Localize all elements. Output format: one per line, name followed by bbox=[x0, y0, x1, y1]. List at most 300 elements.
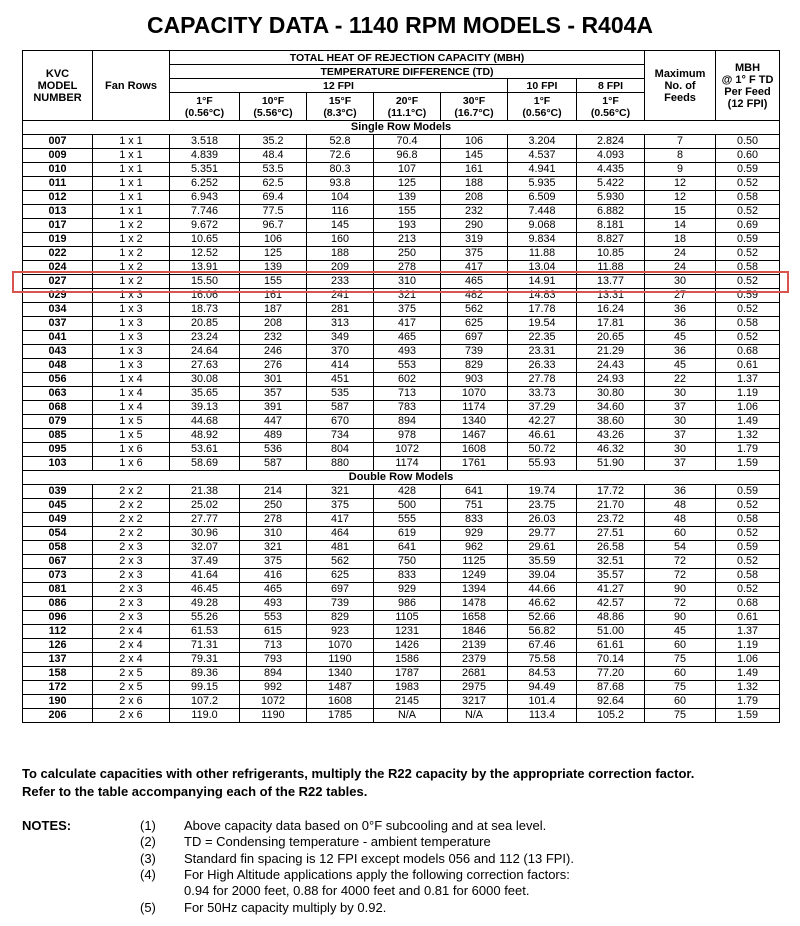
table-cell: 1846 bbox=[441, 625, 508, 639]
table-cell: 113.4 bbox=[508, 709, 577, 723]
table-cell: 417 bbox=[307, 513, 374, 527]
table-cell: 42.27 bbox=[508, 415, 577, 429]
table-cell: 20.65 bbox=[577, 331, 645, 345]
table-cell: 214 bbox=[240, 485, 307, 499]
table-cell: 38.60 bbox=[577, 415, 645, 429]
table-cell: 2 x 4 bbox=[93, 625, 170, 639]
table-cell: 1 x 5 bbox=[93, 415, 170, 429]
table-cell: 105.2 bbox=[577, 709, 645, 723]
table-cell: 106 bbox=[441, 135, 508, 149]
table-cell: 310 bbox=[374, 275, 441, 289]
header-temp: 20°F (11.1°C) bbox=[374, 93, 441, 121]
table-cell: 55.93 bbox=[508, 457, 577, 471]
table-cell: 54 bbox=[645, 541, 716, 555]
table-cell: 0.68 bbox=[716, 345, 780, 359]
table-cell: 1072 bbox=[240, 695, 307, 709]
table-cell: 833 bbox=[441, 513, 508, 527]
table-cell: 1.79 bbox=[716, 695, 780, 709]
model-number-cell: 017 bbox=[23, 219, 93, 233]
table-cell: 27.51 bbox=[577, 527, 645, 541]
table-cell: 13.91 bbox=[170, 261, 240, 275]
table-cell: 1.19 bbox=[716, 387, 780, 401]
table-cell: 48.86 bbox=[577, 611, 645, 625]
table-cell: 33.73 bbox=[508, 387, 577, 401]
table-cell: 24.93 bbox=[577, 373, 645, 387]
table-cell: 986 bbox=[374, 597, 441, 611]
table-cell: 27.77 bbox=[170, 513, 240, 527]
table-cell: 107.2 bbox=[170, 695, 240, 709]
table-cell: 48.4 bbox=[240, 149, 307, 163]
table-cell: 107 bbox=[374, 163, 441, 177]
table-cell: 4.941 bbox=[508, 163, 577, 177]
table-cell: 1 x 2 bbox=[93, 247, 170, 261]
note-text: 0.94 for 2000 feet, 0.88 for 4000 feet and 0.81 for 6000 feet. bbox=[184, 883, 530, 899]
table-cell: 2 x 3 bbox=[93, 583, 170, 597]
model-number-cell: 068 bbox=[23, 401, 93, 415]
table-row bbox=[23, 667, 780, 681]
table-cell: 24.64 bbox=[170, 345, 240, 359]
table-cell: 48 bbox=[645, 513, 716, 527]
note-number: (1) bbox=[140, 818, 156, 833]
capacity-table bbox=[22, 50, 780, 723]
table-cell: 5.930 bbox=[577, 191, 645, 205]
table-row bbox=[23, 177, 780, 191]
table-cell: 290 bbox=[441, 219, 508, 233]
table-cell: 1.32 bbox=[716, 681, 780, 695]
table-cell: 6.943 bbox=[170, 191, 240, 205]
table-cell: 60 bbox=[645, 695, 716, 709]
table-cell: 7 bbox=[645, 135, 716, 149]
table-cell: 278 bbox=[240, 513, 307, 527]
table-cell: 15 bbox=[645, 205, 716, 219]
table-cell: 482 bbox=[441, 289, 508, 303]
table-cell: 2.824 bbox=[577, 135, 645, 149]
model-number-cell: 056 bbox=[23, 373, 93, 387]
table-row bbox=[23, 163, 780, 177]
note-text: TD = Condensing temperature - ambient temperature bbox=[184, 834, 491, 850]
table-cell: 77.5 bbox=[240, 205, 307, 219]
table-cell: 19.54 bbox=[508, 317, 577, 331]
table-cell: 713 bbox=[374, 387, 441, 401]
model-number-cell: 009 bbox=[23, 149, 93, 163]
table-cell: 36 bbox=[645, 345, 716, 359]
table-cell: 417 bbox=[374, 317, 441, 331]
table-cell: 1231 bbox=[374, 625, 441, 639]
table-cell: 37.49 bbox=[170, 555, 240, 569]
model-number-cell: 007 bbox=[23, 135, 93, 149]
table-cell: 0.60 bbox=[716, 149, 780, 163]
table-cell: 992 bbox=[240, 681, 307, 695]
table-cell: 13.31 bbox=[577, 289, 645, 303]
header-temp: 15°F (8.3°C) bbox=[307, 93, 374, 121]
table-cell: 60 bbox=[645, 527, 716, 541]
table-cell: 697 bbox=[441, 331, 508, 345]
table-cell: 29.77 bbox=[508, 527, 577, 541]
model-number-cell: 027 bbox=[23, 275, 93, 289]
table-cell: 281 bbox=[307, 303, 374, 317]
table-row bbox=[23, 401, 780, 415]
table-cell: 0.58 bbox=[716, 569, 780, 583]
table-cell: 104 bbox=[307, 191, 374, 205]
table-cell: 615 bbox=[240, 625, 307, 639]
table-cell: 447 bbox=[240, 415, 307, 429]
table-cell: 14.83 bbox=[508, 289, 577, 303]
table-cell: 1190 bbox=[307, 653, 374, 667]
header-temp: 1°F (0.56°C) bbox=[577, 93, 645, 121]
table-cell: 313 bbox=[307, 317, 374, 331]
table-cell: 145 bbox=[307, 219, 374, 233]
table-cell: 161 bbox=[240, 289, 307, 303]
table-row bbox=[23, 569, 780, 583]
table-cell: 734 bbox=[307, 429, 374, 443]
table-cell: 321 bbox=[240, 541, 307, 555]
table-cell: 301 bbox=[240, 373, 307, 387]
table-cell: 1.19 bbox=[716, 639, 780, 653]
table-cell: 26.58 bbox=[577, 541, 645, 555]
table-cell: 1 x 1 bbox=[93, 149, 170, 163]
table-cell: 739 bbox=[307, 597, 374, 611]
model-number-cell: 024 bbox=[23, 261, 93, 275]
table-cell: 44.66 bbox=[508, 583, 577, 597]
table-row bbox=[23, 457, 780, 471]
table-cell: 0.52 bbox=[716, 583, 780, 597]
table-cell: 72 bbox=[645, 569, 716, 583]
table-cell: 155 bbox=[240, 275, 307, 289]
table-cell: 45 bbox=[645, 331, 716, 345]
table-cell: 1 x 2 bbox=[93, 275, 170, 289]
table-cell: 26.33 bbox=[508, 359, 577, 373]
table-cell: 1174 bbox=[374, 457, 441, 471]
table-cell: 42.57 bbox=[577, 597, 645, 611]
table-cell: 1 x 2 bbox=[93, 219, 170, 233]
model-number-cell: 010 bbox=[23, 163, 93, 177]
table-row bbox=[23, 583, 780, 597]
table-cell: 894 bbox=[240, 667, 307, 681]
table-cell: 276 bbox=[240, 359, 307, 373]
table-cell: 641 bbox=[374, 541, 441, 555]
table-cell: 321 bbox=[307, 485, 374, 499]
table-cell: 46.62 bbox=[508, 597, 577, 611]
table-cell: 8.181 bbox=[577, 219, 645, 233]
table-cell: 1.32 bbox=[716, 429, 780, 443]
table-cell: 0.52 bbox=[716, 177, 780, 191]
table-cell: 1478 bbox=[441, 597, 508, 611]
table-cell: 1586 bbox=[374, 653, 441, 667]
table-cell: 87.68 bbox=[577, 681, 645, 695]
table-cell: 2 x 2 bbox=[93, 527, 170, 541]
model-number-cell: 086 bbox=[23, 597, 93, 611]
model-number-cell: 013 bbox=[23, 205, 93, 219]
table-cell: 48.92 bbox=[170, 429, 240, 443]
header-temp: 1°F (0.56°C) bbox=[170, 93, 240, 121]
table-cell: 69.4 bbox=[240, 191, 307, 205]
header-temp: 1°F (0.56°C) bbox=[508, 93, 577, 121]
table-cell: 370 bbox=[307, 345, 374, 359]
table-cell: 2139 bbox=[441, 639, 508, 653]
table-cell: 37 bbox=[645, 457, 716, 471]
table-cell: 321 bbox=[374, 289, 441, 303]
table-cell: 8.827 bbox=[577, 233, 645, 247]
table-cell: 562 bbox=[441, 303, 508, 317]
table-cell: 11.88 bbox=[508, 247, 577, 261]
table-cell: 70.14 bbox=[577, 653, 645, 667]
table-cell: 155 bbox=[374, 205, 441, 219]
note-number: (5) bbox=[140, 899, 156, 915]
table-cell: 36 bbox=[645, 485, 716, 499]
table-cell: 75 bbox=[645, 681, 716, 695]
model-number-cell: 190 bbox=[23, 695, 93, 709]
table-cell: 2 x 2 bbox=[93, 499, 170, 513]
table-cell: 3217 bbox=[441, 695, 508, 709]
table-cell: 751 bbox=[441, 499, 508, 513]
table-cell: 60 bbox=[645, 667, 716, 681]
table-cell: 16.24 bbox=[577, 303, 645, 317]
model-number-cell: 011 bbox=[23, 177, 93, 191]
model-number-cell: 039 bbox=[23, 485, 93, 499]
table-cell: 1 x 3 bbox=[93, 331, 170, 345]
table-cell: 929 bbox=[441, 527, 508, 541]
table-cell: 1 x 2 bbox=[93, 261, 170, 275]
table-cell: 2 x 6 bbox=[93, 709, 170, 723]
table-cell: 465 bbox=[240, 583, 307, 597]
table-cell: 17.72 bbox=[577, 485, 645, 499]
table-cell: 1467 bbox=[441, 429, 508, 443]
table-cell: 2 x 6 bbox=[93, 695, 170, 709]
model-number-cell: 034 bbox=[23, 303, 93, 317]
table-row bbox=[23, 681, 780, 695]
table-cell: 106 bbox=[240, 233, 307, 247]
refrigerant-note-line: To calculate capacities with other refrigerants, multiply the R22 capacity by the appropriate correction factor. bbox=[22, 766, 695, 781]
table-cell: 4.093 bbox=[577, 149, 645, 163]
table-cell: 0.52 bbox=[716, 499, 780, 513]
table-cell: 1487 bbox=[307, 681, 374, 695]
refrigerant-note bbox=[22, 765, 792, 801]
note-text: Standard fin spacing is 12 FPI except models 056 and 112 (13 FPI). bbox=[184, 850, 574, 866]
header-12fpi: 12 FPI bbox=[170, 79, 508, 93]
section-header-row bbox=[23, 471, 780, 485]
table-cell: 0.52 bbox=[716, 527, 780, 541]
table-cell: 1787 bbox=[374, 667, 441, 681]
table-cell: 923 bbox=[307, 625, 374, 639]
table-cell: 2 x 4 bbox=[93, 653, 170, 667]
table-cell: 187 bbox=[240, 303, 307, 317]
table-cell: 48 bbox=[645, 499, 716, 513]
table-cell: 53.5 bbox=[240, 163, 307, 177]
table-cell: 1394 bbox=[441, 583, 508, 597]
table-row bbox=[23, 709, 780, 723]
table-row bbox=[23, 695, 780, 709]
table-cell: 3.518 bbox=[170, 135, 240, 149]
page-title: CAPACITY DATA - 1140 RPM MODELS - R404A bbox=[146, 12, 654, 38]
table-cell: 32.51 bbox=[577, 555, 645, 569]
table-cell: 37 bbox=[645, 429, 716, 443]
table-row bbox=[23, 611, 780, 625]
table-cell: 0.52 bbox=[716, 205, 780, 219]
table-cell: 23.75 bbox=[508, 499, 577, 513]
table-cell: 2 x 5 bbox=[93, 667, 170, 681]
table-cell: 1.79 bbox=[716, 443, 780, 457]
table-row bbox=[23, 513, 780, 527]
table-cell: 52.8 bbox=[307, 135, 374, 149]
table-cell: 2379 bbox=[441, 653, 508, 667]
table-cell: 0.61 bbox=[716, 611, 780, 625]
table-cell: 1658 bbox=[441, 611, 508, 625]
table-cell: 71.31 bbox=[170, 639, 240, 653]
table-cell: 1 x 4 bbox=[93, 373, 170, 387]
table-cell: 793 bbox=[240, 653, 307, 667]
model-number-cell: 067 bbox=[23, 555, 93, 569]
table-cell: 241 bbox=[307, 289, 374, 303]
table-cell: 80.3 bbox=[307, 163, 374, 177]
table-cell: 21.70 bbox=[577, 499, 645, 513]
table-cell: 0.59 bbox=[716, 541, 780, 555]
table-cell: 2145 bbox=[374, 695, 441, 709]
note-text: For 50Hz capacity multiply by 0.92. bbox=[184, 899, 387, 915]
table-cell: 493 bbox=[374, 345, 441, 359]
table-cell: 90 bbox=[645, 611, 716, 625]
table-cell: 414 bbox=[307, 359, 374, 373]
table-cell: 5.935 bbox=[508, 177, 577, 191]
table-cell: 43.26 bbox=[577, 429, 645, 443]
table-cell: 465 bbox=[374, 331, 441, 345]
table-cell: 481 bbox=[307, 541, 374, 555]
table-cell: 46.45 bbox=[170, 583, 240, 597]
table-cell: 160 bbox=[307, 233, 374, 247]
table-cell: 2 x 2 bbox=[93, 513, 170, 527]
table-cell: 553 bbox=[374, 359, 441, 373]
table-cell: 1174 bbox=[441, 401, 508, 415]
table-cell: 10.65 bbox=[170, 233, 240, 247]
table-cell: 1125 bbox=[441, 555, 508, 569]
table-cell: 51.00 bbox=[577, 625, 645, 639]
table-cell: 35.65 bbox=[170, 387, 240, 401]
model-number-cell: 126 bbox=[23, 639, 93, 653]
table-cell: 641 bbox=[441, 485, 508, 499]
table-cell: 39.13 bbox=[170, 401, 240, 415]
table-cell: 0.59 bbox=[716, 289, 780, 303]
table-cell: 1 x 3 bbox=[93, 345, 170, 359]
model-number-cell: 081 bbox=[23, 583, 93, 597]
table-cell: 465 bbox=[441, 275, 508, 289]
table-cell: 55.26 bbox=[170, 611, 240, 625]
table-row bbox=[23, 653, 780, 667]
table-row bbox=[23, 149, 780, 163]
table-cell: 0.52 bbox=[716, 247, 780, 261]
table-cell: 145 bbox=[441, 149, 508, 163]
table-cell: 319 bbox=[441, 233, 508, 247]
table-cell: 2 x 3 bbox=[93, 555, 170, 569]
table-cell: 493 bbox=[240, 597, 307, 611]
table-cell: 9 bbox=[645, 163, 716, 177]
table-cell: 41.64 bbox=[170, 569, 240, 583]
table-cell: 30 bbox=[645, 387, 716, 401]
table-cell: 1190 bbox=[240, 709, 307, 723]
table-cell: 116 bbox=[307, 205, 374, 219]
table-cell: 44.68 bbox=[170, 415, 240, 429]
table-cell: 37 bbox=[645, 401, 716, 415]
table-cell: 1249 bbox=[441, 569, 508, 583]
model-number-cell: 112 bbox=[23, 625, 93, 639]
section-label: Single Row Models bbox=[23, 121, 780, 135]
note-text: For High Altitude applications apply the following correction factors: bbox=[184, 866, 570, 882]
table-cell: 1983 bbox=[374, 681, 441, 695]
table-cell: 833 bbox=[374, 569, 441, 583]
table-cell: 12 bbox=[645, 177, 716, 191]
table-row bbox=[23, 373, 780, 387]
table-cell: 23.24 bbox=[170, 331, 240, 345]
table-cell: 72 bbox=[645, 597, 716, 611]
header-kvc-model: KVC MODEL NUMBER bbox=[23, 51, 93, 121]
table-cell: 51.90 bbox=[577, 457, 645, 471]
table-cell: 6.882 bbox=[577, 205, 645, 219]
table-cell: 4.537 bbox=[508, 149, 577, 163]
model-number-cell: 137 bbox=[23, 653, 93, 667]
table-row bbox=[23, 359, 780, 373]
table-cell: 2 x 3 bbox=[93, 541, 170, 555]
table-cell: 26.03 bbox=[508, 513, 577, 527]
table-cell: 619 bbox=[374, 527, 441, 541]
table-cell: 188 bbox=[307, 247, 374, 261]
table-cell: 24 bbox=[645, 261, 716, 275]
model-number-cell: 206 bbox=[23, 709, 93, 723]
table-cell: 36 bbox=[645, 317, 716, 331]
table-cell: 41.27 bbox=[577, 583, 645, 597]
table-cell: 75 bbox=[645, 653, 716, 667]
table-cell: 37.29 bbox=[508, 401, 577, 415]
table-cell: 58.69 bbox=[170, 457, 240, 471]
table-cell: 1.06 bbox=[716, 653, 780, 667]
model-number-cell: 073 bbox=[23, 569, 93, 583]
table-cell: 428 bbox=[374, 485, 441, 499]
table-cell: 0.58 bbox=[716, 261, 780, 275]
table-cell: 587 bbox=[307, 401, 374, 415]
model-number-cell: 096 bbox=[23, 611, 93, 625]
table-cell: 32.07 bbox=[170, 541, 240, 555]
table-cell: 0.58 bbox=[716, 317, 780, 331]
table-cell: 1426 bbox=[374, 639, 441, 653]
table-cell: 2 x 3 bbox=[93, 569, 170, 583]
table-row bbox=[23, 261, 780, 275]
table-cell: 30.08 bbox=[170, 373, 240, 387]
table-row bbox=[23, 597, 780, 611]
table-cell: 1 x 2 bbox=[93, 233, 170, 247]
table-cell: 2 x 3 bbox=[93, 597, 170, 611]
table-cell: 22.35 bbox=[508, 331, 577, 345]
model-number-cell: 048 bbox=[23, 359, 93, 373]
table-row bbox=[23, 415, 780, 429]
table-row bbox=[23, 555, 780, 569]
table-cell: 804 bbox=[307, 443, 374, 457]
table-cell: 451 bbox=[307, 373, 374, 387]
table-cell: 72.6 bbox=[307, 149, 374, 163]
table-cell: 0.68 bbox=[716, 597, 780, 611]
table-cell: 1.59 bbox=[716, 709, 780, 723]
table-cell: 1761 bbox=[441, 457, 508, 471]
table-cell: 60 bbox=[645, 639, 716, 653]
table-cell: 17.81 bbox=[577, 317, 645, 331]
model-number-cell: 054 bbox=[23, 527, 93, 541]
table-cell: 9.834 bbox=[508, 233, 577, 247]
table-cell: 929 bbox=[374, 583, 441, 597]
model-number-cell: 037 bbox=[23, 317, 93, 331]
table-cell: 96.8 bbox=[374, 149, 441, 163]
table-cell: 1070 bbox=[307, 639, 374, 653]
table-cell: 553 bbox=[240, 611, 307, 625]
table-cell: 1608 bbox=[441, 443, 508, 457]
table-row bbox=[23, 219, 780, 233]
table-cell: 9.068 bbox=[508, 219, 577, 233]
table-cell: 739 bbox=[441, 345, 508, 359]
